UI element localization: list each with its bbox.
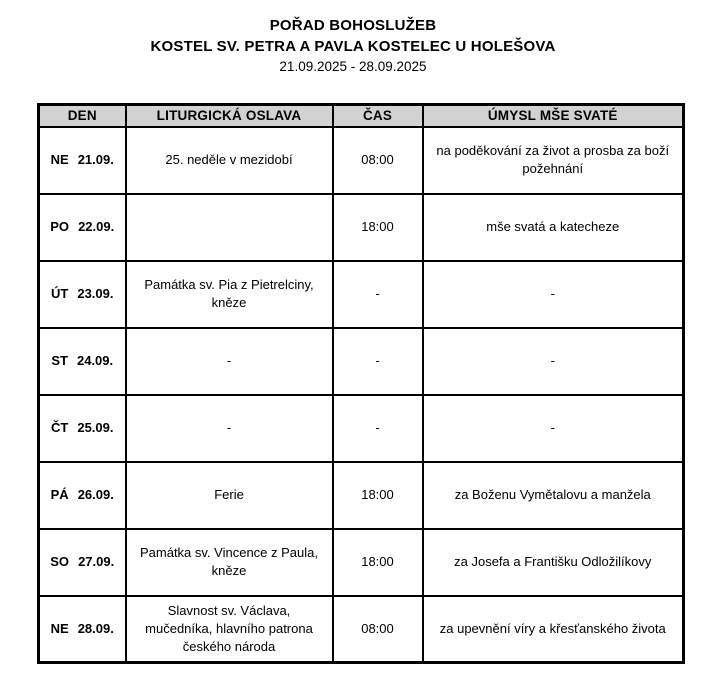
table-row (39, 261, 684, 328)
celebration-cell: Slavnost sv. Václava, mučedníka, hlavního patrona českého národa (126, 596, 333, 663)
day-date: 23.09. (77, 286, 114, 301)
intention-cell: - (423, 395, 684, 462)
time-cell: 08:00 (333, 127, 423, 194)
header-row (39, 105, 684, 127)
day-cell (39, 127, 126, 194)
table-row (39, 462, 684, 529)
day-date: 25.09. (77, 420, 114, 435)
table-row (39, 127, 684, 194)
day-abbr: NE (50, 620, 69, 636)
table-body (39, 127, 684, 663)
column-header-time: ČAS (333, 105, 423, 127)
time-cell: 18:00 (333, 194, 423, 261)
day-abbr: PO (50, 219, 70, 234)
time-cell: - (333, 328, 423, 395)
celebration-cell: Památka sv. Pia z Pietrelciny, kněze (126, 261, 333, 328)
date-range: 21.09.2025 - 28.09.2025 (279, 59, 427, 74)
intention-cell: - (423, 261, 684, 328)
celebration-cell: Ferie (126, 462, 333, 529)
table-header (39, 105, 684, 127)
celebration-cell: - (126, 395, 333, 462)
celebration-cell: Památka sv. Vincence z Paula, kněze (126, 529, 333, 596)
day-abbr: PÁ (50, 487, 69, 502)
day-cell (39, 462, 126, 529)
table-row (39, 194, 684, 261)
column-header-day: DEN (39, 105, 126, 127)
day-abbr: ÚT (51, 286, 69, 301)
day-date: 26.09. (77, 487, 114, 502)
day-abbr: NE (50, 152, 69, 167)
day-abbr: ČT (51, 420, 69, 435)
day-cell (39, 395, 126, 462)
table-row (39, 529, 684, 596)
page-title: POŘAD BOHOSLUŽEB (269, 17, 437, 34)
day-cell (39, 261, 126, 328)
intention-cell: - (423, 328, 684, 395)
intention-cell: na poděkování za život a prosba za boží požehnání (423, 127, 684, 194)
day-date: 22.09. (78, 219, 115, 234)
table-row (39, 395, 684, 462)
column-header-celebration: LITURGICKÁ OSLAVA (126, 105, 333, 127)
time-cell: 18:00 (333, 529, 423, 596)
day-date: 28.09. (77, 620, 114, 636)
document-header (0, 0, 706, 77)
time-cell: - (333, 395, 423, 462)
celebration-cell: 25. neděle v mezidobí (126, 127, 333, 194)
day-abbr: SO (50, 554, 70, 569)
day-cell (39, 529, 126, 596)
intention-cell: za Boženu Vymětalovu a manžela (423, 462, 684, 529)
day-date: 21.09. (77, 152, 114, 167)
table-row (39, 596, 684, 663)
day-cell (39, 194, 126, 261)
day-date: 24.09. (76, 353, 114, 368)
day-abbr: ST (51, 353, 68, 368)
time-cell: - (333, 261, 423, 328)
church-name: KOSTEL SV. PETRA A PAVLA KOSTELEC U HOLEŠOVA (150, 38, 556, 55)
intention-cell: mše svatá a katecheze (423, 194, 684, 261)
day-cell (39, 596, 126, 663)
table-row (39, 328, 684, 395)
intention-cell: za upevnění víry a křesťanského života (423, 596, 684, 663)
celebration-cell (126, 194, 333, 261)
day-date: 27.09. (78, 554, 115, 569)
celebration-cell: - (126, 328, 333, 395)
day-cell (39, 328, 126, 395)
time-cell: 08:00 (333, 596, 423, 663)
service-schedule-table (37, 103, 685, 664)
time-cell: 18:00 (333, 462, 423, 529)
column-header-intention: ÚMYSL MŠE SVATÉ (423, 105, 684, 127)
intention-cell: za Josefa a Františku Odložilíkovy (423, 529, 684, 596)
